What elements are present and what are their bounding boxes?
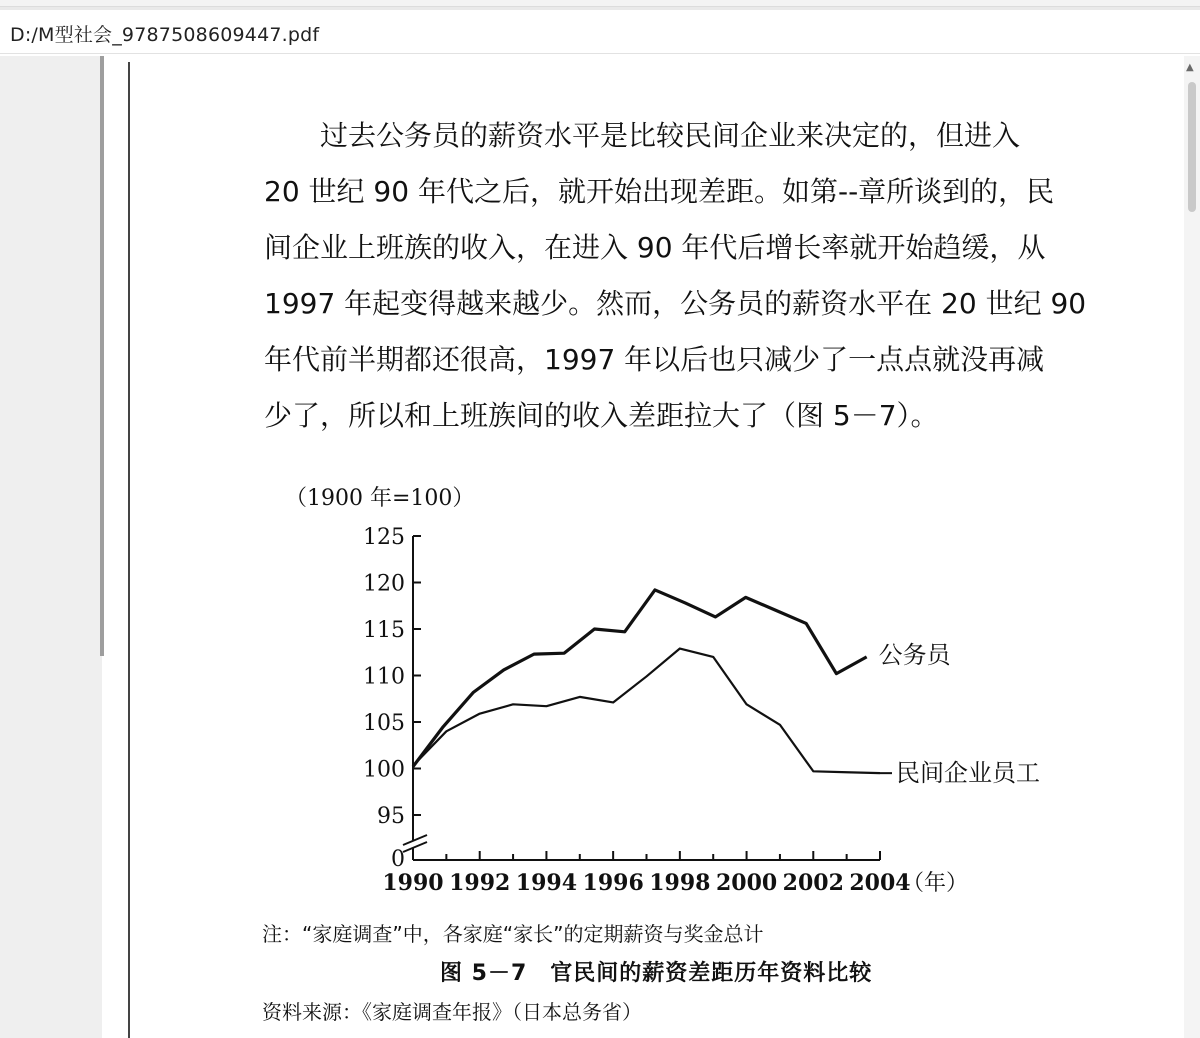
x-tick-label: 1998 — [649, 870, 711, 896]
series-label-公务员: 公务员 — [878, 640, 951, 669]
paragraph-line: 20 世纪 90 年代之后，就开始出现差距。如第--章所谈到的，民 — [264, 175, 1055, 208]
y-axis-label: （1900 年=100） — [285, 486, 475, 511]
y-tick-label: 110 — [363, 664, 405, 690]
scroll-up-arrow-icon[interactable]: ▲ — [1186, 62, 1194, 73]
paragraph-line: 间企业上班族的收入，在进入 90 年代后增长率就开始趋缓，从 — [264, 231, 1046, 264]
series-label-民间企业员工: 民间企业员工 — [896, 759, 1040, 788]
vertical-scrollbar[interactable] — [1184, 56, 1200, 1038]
y-tick-label: 100 — [363, 757, 405, 783]
x-tick-label: 1994 — [515, 870, 578, 896]
y-tick-label: 125 — [363, 525, 405, 550]
paragraph-line: 过去公务员的薪资水平是比较民间企业来决定的，但进入 — [320, 119, 1021, 152]
tab-strip — [0, 0, 1200, 10]
paragraph-line: 年代前半期都还很高，1997 年以后也只减少了一点点就没再减 — [264, 343, 1045, 376]
figure-title: 图 5－7 官民间的薪资差距历年资料比较 — [440, 961, 873, 986]
series-line-民间企业员工 — [413, 649, 880, 774]
y-tick-label: 95 — [377, 804, 405, 829]
paragraph-line: 少了，所以和上班族间的收入差距拉大了（图 5－7）。 — [264, 399, 939, 432]
y-tick-label: 115 — [363, 618, 405, 643]
x-axis-unit-label: （年） — [902, 871, 969, 896]
page-shadow — [100, 56, 104, 656]
x-tick-label: 1992 — [449, 870, 511, 896]
figure-source: 资料来源：《家庭调查年报》（日本总务省） — [262, 1000, 642, 1024]
salary-gap-line-chart — [250, 470, 1070, 910]
figure-note: 注：“家庭调查”中，各家庭“家长”的定期薪资与奖金总计 — [262, 922, 764, 946]
tab-strip-edge — [0, 0, 1200, 7]
body-paragraph — [264, 108, 1087, 444]
address-bar[interactable] — [0, 12, 1200, 54]
x-tick-label: 1996 — [582, 870, 644, 896]
x-tick-label: 2002 — [782, 870, 844, 896]
series-line-公务员 — [413, 590, 867, 767]
y-tick-label: 105 — [363, 711, 405, 736]
x-tick-label: 2004 — [849, 870, 911, 896]
viewer-left-margin — [0, 56, 102, 1038]
paragraph-line: 1997 年起变得越来越少。然而，公务员的薪资水平在 20 世纪 90 — [264, 287, 1087, 320]
file-path[interactable]: D:/M型社会_9787508609447.pdf — [10, 24, 320, 46]
y-tick-label: 120 — [363, 571, 405, 597]
x-tick-label: 1990 — [382, 870, 444, 896]
y-tick-label: 0 — [391, 847, 405, 872]
x-tick-label: 2000 — [715, 870, 778, 896]
page-edge-line — [128, 62, 130, 1038]
scrollbar-thumb[interactable] — [1188, 82, 1196, 212]
